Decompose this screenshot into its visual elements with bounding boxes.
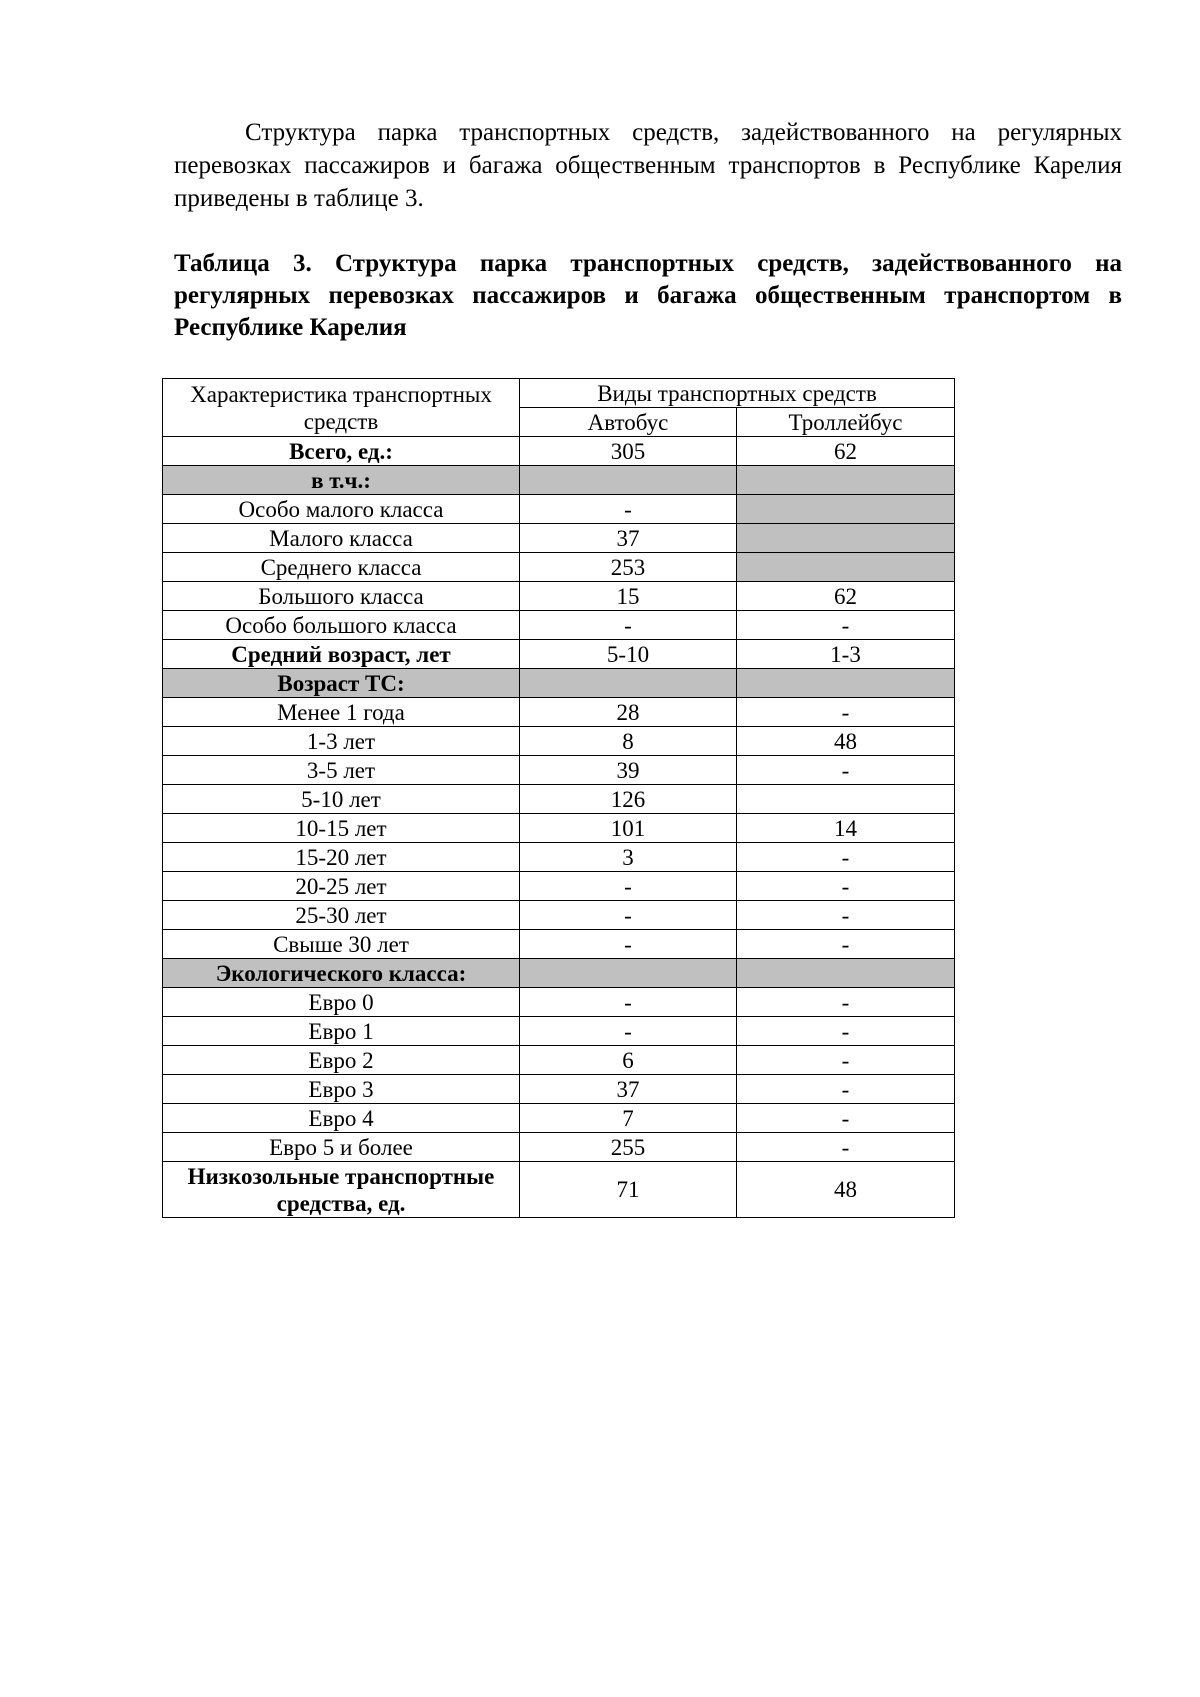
table-row [163, 727, 955, 756]
header-vehicle-types: Виды транспортных средств [520, 379, 955, 408]
table-row [163, 930, 955, 959]
trolleybus-value: 14 [737, 814, 955, 843]
trolleybus-value: 48 [737, 727, 955, 756]
table-row [163, 582, 955, 611]
trolleybus-value: 1-3 [737, 640, 955, 669]
table-row [163, 669, 955, 698]
row-label: 20-25 лет [163, 872, 520, 901]
header-trolleybus: Троллейбус [737, 408, 955, 437]
trolleybus-value [737, 959, 955, 988]
trolleybus-value: - [737, 843, 955, 872]
trolleybus-value: - [737, 698, 955, 727]
row-label: 1-3 лет [163, 727, 520, 756]
table-row [163, 437, 955, 466]
trolleybus-value [737, 466, 955, 495]
row-label: 10-15 лет [163, 814, 520, 843]
table-row [163, 1104, 955, 1133]
row-label: Всего, ед.: [163, 437, 520, 466]
row-label: Евро 5 и более [163, 1133, 520, 1162]
table-row [163, 1046, 955, 1075]
bus-value: 101 [520, 814, 737, 843]
bus-value: 15 [520, 582, 737, 611]
bus-value: 5-10 [520, 640, 737, 669]
row-label: Особо малого класса [163, 495, 520, 524]
bus-value: - [520, 611, 737, 640]
bus-value: - [520, 901, 737, 930]
row-label: Низкозольные транспортные средства, ед. [163, 1162, 520, 1218]
bus-value: 7 [520, 1104, 737, 1133]
row-label: 5-10 лет [163, 785, 520, 814]
bus-value: - [520, 988, 737, 1017]
table-row [163, 1162, 955, 1218]
bus-value: 39 [520, 756, 737, 785]
trolleybus-value: - [737, 1017, 955, 1046]
trolleybus-value [737, 669, 955, 698]
bus-value [520, 669, 737, 698]
bus-value: 71 [520, 1162, 737, 1218]
table-caption: Таблица 3. Структура парка транспортных средств, задействованного на регулярных перевозках пассажиров и багажа общественным транспортом в Республике Карелия [174, 250, 1122, 341]
table-row [163, 495, 955, 524]
bus-value: 6 [520, 1046, 737, 1075]
trolleybus-value: - [737, 988, 955, 1017]
bus-value: 37 [520, 524, 737, 553]
section-label: в т.ч.: [163, 466, 520, 495]
bus-value: - [520, 495, 737, 524]
row-label: 25-30 лет [163, 901, 520, 930]
bus-value: 3 [520, 843, 737, 872]
table-row [163, 698, 955, 727]
row-label: Евро 2 [163, 1046, 520, 1075]
table-row [163, 553, 955, 582]
intro-paragraph: Структура парка транспортных средств, задействованного на регулярных перевозках пассажиров и багажа общественным транспортов в Республике Карелия приведены в таблице 3. [174, 119, 1122, 212]
trolleybus-value [737, 495, 955, 524]
row-label: Менее 1 года [163, 698, 520, 727]
row-label: Евро 3 [163, 1075, 520, 1104]
table-row [163, 1017, 955, 1046]
bus-value: 255 [520, 1133, 737, 1162]
section-label: Экологического класса: [163, 959, 520, 988]
table-row [163, 872, 955, 901]
table-row [163, 1075, 955, 1104]
row-label: Особо большого класса [163, 611, 520, 640]
bus-value: - [520, 1017, 737, 1046]
trolleybus-value: - [737, 872, 955, 901]
trolleybus-value: - [737, 1075, 955, 1104]
section-label: Возраст ТС: [163, 669, 520, 698]
table-row [163, 901, 955, 930]
table-row [163, 524, 955, 553]
row-label: 15-20 лет [163, 843, 520, 872]
trolleybus-value: - [737, 1046, 955, 1075]
trolleybus-value: - [737, 1104, 955, 1133]
row-label: Свыше 30 лет [163, 930, 520, 959]
bus-value: 305 [520, 437, 737, 466]
bus-value: 8 [520, 727, 737, 756]
table-row [163, 785, 955, 814]
row-label: Средний возраст, лет [163, 640, 520, 669]
row-label: Большого класса [163, 582, 520, 611]
header-characteristic: Характеристика транспортных средств [163, 379, 520, 437]
row-label: Евро 4 [163, 1104, 520, 1133]
bus-value: 37 [520, 1075, 737, 1104]
bus-value: - [520, 872, 737, 901]
table-row [163, 756, 955, 785]
trolleybus-value: - [737, 611, 955, 640]
transport-fleet-table [162, 378, 955, 1218]
bus-value [520, 466, 737, 495]
table-row [163, 843, 955, 872]
bus-value: - [520, 930, 737, 959]
trolleybus-value: 48 [737, 1162, 955, 1218]
row-label: 3-5 лет [163, 756, 520, 785]
table-row [163, 611, 955, 640]
table-row [163, 959, 955, 988]
table-row [163, 640, 955, 669]
trolleybus-value [737, 524, 955, 553]
trolleybus-value: - [737, 901, 955, 930]
bus-value: 28 [520, 698, 737, 727]
table-row [163, 1133, 955, 1162]
trolleybus-value [737, 553, 955, 582]
bus-value [520, 959, 737, 988]
row-label: Евро 0 [163, 988, 520, 1017]
trolleybus-value: 62 [737, 437, 955, 466]
trolleybus-value [737, 785, 955, 814]
bus-value: 126 [520, 785, 737, 814]
header-bus: Автобус [520, 408, 737, 437]
trolleybus-value: - [737, 930, 955, 959]
row-label: Малого класса [163, 524, 520, 553]
table-row [163, 814, 955, 843]
trolleybus-value: - [737, 756, 955, 785]
table-row [163, 988, 955, 1017]
row-label: Евро 1 [163, 1017, 520, 1046]
bus-value: 253 [520, 553, 737, 582]
row-label: Среднего класса [163, 553, 520, 582]
trolleybus-value: 62 [737, 582, 955, 611]
table-row [163, 466, 955, 495]
trolleybus-value: - [737, 1133, 955, 1162]
